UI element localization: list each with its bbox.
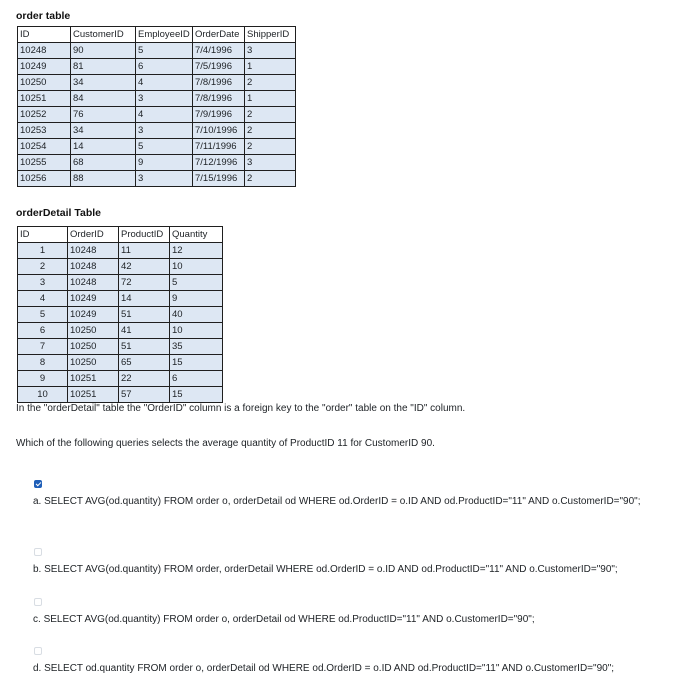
- order-cell: 34: [71, 123, 136, 139]
- order-detail-cell: 10249: [68, 307, 119, 323]
- detail-col-productid: ProductID: [119, 227, 170, 243]
- order-cell: 10255: [18, 155, 71, 171]
- order-detail-cell: 72: [119, 275, 170, 291]
- order-cell: 10256: [18, 171, 71, 187]
- order-detail-cell: 22: [119, 371, 170, 387]
- option-b[interactable]: [33, 562, 663, 578]
- order-cell: 2: [245, 123, 296, 139]
- order-detail-row: [18, 339, 223, 355]
- order-detail-cell: 14: [119, 291, 170, 307]
- order-row: [18, 171, 296, 187]
- order-cell: 3: [136, 171, 193, 187]
- order-cell: 10250: [18, 75, 71, 91]
- order-cell: 81: [71, 59, 136, 75]
- order-cell: 6: [136, 59, 193, 75]
- order-detail-cell: 10: [18, 387, 68, 403]
- order-cell: 3: [245, 155, 296, 171]
- order-cell: 84: [71, 91, 136, 107]
- order-cell: 10253: [18, 123, 71, 139]
- option-d-letter: d.: [33, 663, 42, 674]
- order-detail-cell: 41: [119, 323, 170, 339]
- detail-col-id: ID: [18, 227, 68, 243]
- order-detail-cell: 10: [170, 259, 223, 275]
- order-cell: 10249: [18, 59, 71, 75]
- order-detail-row: [18, 275, 223, 291]
- order-row: [18, 91, 296, 107]
- option-d-text: SELECT od.quantity FROM order o, orderDetail od WHERE od.OrderID = o.ID AND od.ProductID="11" AND o.CustomerID="90";: [44, 663, 615, 674]
- order-cell: 9: [136, 155, 193, 171]
- order-detail-cell: 10251: [68, 387, 119, 403]
- order-detail-cell: 7: [18, 339, 68, 355]
- order-cell: 1: [245, 91, 296, 107]
- order-table: [17, 26, 296, 187]
- order-row: [18, 123, 296, 139]
- order-detail-row: [18, 371, 223, 387]
- order-detail-cell: 10248: [68, 243, 119, 259]
- order-detail-cell: 10248: [68, 275, 119, 291]
- order-cell: 14: [71, 139, 136, 155]
- order-detail-cell: 65: [119, 355, 170, 371]
- order-cell: 10254: [18, 139, 71, 155]
- order-cell: 3: [245, 43, 296, 59]
- order-detail-cell: 10251: [68, 371, 119, 387]
- order-detail-row: [18, 307, 223, 323]
- order-detail-cell: 6: [170, 371, 223, 387]
- order-cell: 10248: [18, 43, 71, 59]
- order-cell: 34: [71, 75, 136, 91]
- order-detail-cell: 6: [18, 323, 68, 339]
- order-detail-cell: 10250: [68, 355, 119, 371]
- order-col-orderdate: OrderDate: [193, 27, 245, 43]
- order-detail-cell: 15: [170, 387, 223, 403]
- option-a-letter: a.: [33, 496, 42, 507]
- order-detail-cell: 51: [119, 307, 170, 323]
- order-cell: 7/10/1996: [193, 123, 245, 139]
- order-col-customerid: CustomerID: [71, 27, 136, 43]
- order-detail-row: [18, 355, 223, 371]
- order-detail-table-title: orderDetail Table: [16, 207, 101, 219]
- order-row: [18, 43, 296, 59]
- option-b-checkbox[interactable]: [34, 548, 42, 556]
- order-cell: 3: [136, 123, 193, 139]
- order-cell: 7/4/1996: [193, 43, 245, 59]
- order-detail-table: [17, 226, 223, 403]
- option-b-text: SELECT AVG(od.quantity) FROM order, orderDetail WHERE od.OrderID = o.ID AND od.ProductID="11" AND o.CustomerID="90";: [44, 564, 618, 575]
- order-detail-cell: 10248: [68, 259, 119, 275]
- order-table-header-row: [18, 27, 296, 43]
- order-cell: 4: [136, 75, 193, 91]
- option-c-letter: c.: [33, 614, 41, 625]
- order-cell: 88: [71, 171, 136, 187]
- order-row: [18, 59, 296, 75]
- order-cell: 7/15/1996: [193, 171, 245, 187]
- order-detail-cell: 10250: [68, 323, 119, 339]
- order-row: [18, 75, 296, 91]
- order-detail-row: [18, 259, 223, 275]
- order-detail-row: [18, 323, 223, 339]
- question-prompt: Which of the following queries selects the average quantity of ProductID 11 for CustomerID 90.: [16, 438, 435, 449]
- option-d-checkbox[interactable]: [34, 647, 42, 655]
- order-row: [18, 107, 296, 123]
- order-row: [18, 139, 296, 155]
- order-cell: 3: [136, 91, 193, 107]
- order-cell: 2: [245, 75, 296, 91]
- detail-col-quantity: Quantity: [170, 227, 223, 243]
- option-a[interactable]: [33, 494, 663, 510]
- order-detail-row: [18, 291, 223, 307]
- order-cell: 7/9/1996: [193, 107, 245, 123]
- order-col-employeeid: EmployeeID: [136, 27, 193, 43]
- option-a-checkbox[interactable]: [34, 480, 42, 488]
- order-detail-cell: 5: [18, 307, 68, 323]
- order-detail-cell: 42: [119, 259, 170, 275]
- foreign-key-note: In the "orderDetail" table the "OrderID" column is a foreign key to the "order" table on the "ID" column.: [16, 403, 466, 414]
- order-detail-cell: 2: [18, 259, 68, 275]
- detail-col-orderid: OrderID: [68, 227, 119, 243]
- order-detail-header-row: [18, 227, 223, 243]
- order-detail-cell: 5: [170, 275, 223, 291]
- order-detail-cell: 10: [170, 323, 223, 339]
- order-detail-cell: 3: [18, 275, 68, 291]
- order-cell: 4: [136, 107, 193, 123]
- order-cell: 2: [245, 139, 296, 155]
- order-cell: 5: [136, 139, 193, 155]
- order-detail-cell: 10250: [68, 339, 119, 355]
- option-b-letter: b.: [33, 564, 42, 575]
- order-detail-cell: 51: [119, 339, 170, 355]
- order-cell: 7/5/1996: [193, 59, 245, 75]
- order-detail-cell: 57: [119, 387, 170, 403]
- order-cell: 5: [136, 43, 193, 59]
- order-detail-cell: 1: [18, 243, 68, 259]
- order-detail-row: [18, 243, 223, 259]
- option-c[interactable]: [33, 612, 663, 628]
- order-cell: 68: [71, 155, 136, 171]
- order-cell: 10252: [18, 107, 71, 123]
- option-c-checkbox[interactable]: [34, 598, 42, 606]
- order-detail-cell: 15: [170, 355, 223, 371]
- option-c-text: SELECT AVG(od.quantity) FROM order o, orderDetail od WHERE od.ProductID="11" AND o.CustomerID="90";: [43, 614, 535, 625]
- order-cell: 10251: [18, 91, 71, 107]
- order-cell: 2: [245, 107, 296, 123]
- order-detail-cell: 10249: [68, 291, 119, 307]
- order-detail-cell: 8: [18, 355, 68, 371]
- order-col-id: ID: [18, 27, 71, 43]
- order-row: [18, 155, 296, 171]
- order-detail-cell: 40: [170, 307, 223, 323]
- order-table-title: order table: [16, 10, 71, 22]
- order-detail-cell: 9: [18, 371, 68, 387]
- order-cell: 2: [245, 171, 296, 187]
- option-d[interactable]: [33, 661, 663, 677]
- order-cell: 7/12/1996: [193, 155, 245, 171]
- order-cell: 1: [245, 59, 296, 75]
- order-cell: 7/8/1996: [193, 91, 245, 107]
- order-cell: 76: [71, 107, 136, 123]
- order-detail-cell: 12: [170, 243, 223, 259]
- order-detail-cell: 11: [119, 243, 170, 259]
- order-cell: 90: [71, 43, 136, 59]
- order-detail-row: [18, 387, 223, 403]
- option-a-text: SELECT AVG(od.quantity) FROM order o, orderDetail od WHERE od.OrderID = o.ID AND od.ProductID="11" AND o.CustomerID="90";: [44, 496, 641, 507]
- order-detail-cell: 4: [18, 291, 68, 307]
- order-detail-cell: 35: [170, 339, 223, 355]
- order-cell: 7/8/1996: [193, 75, 245, 91]
- order-detail-cell: 9: [170, 291, 223, 307]
- order-col-shipperid: ShipperID: [245, 27, 296, 43]
- order-cell: 7/11/1996: [193, 139, 245, 155]
